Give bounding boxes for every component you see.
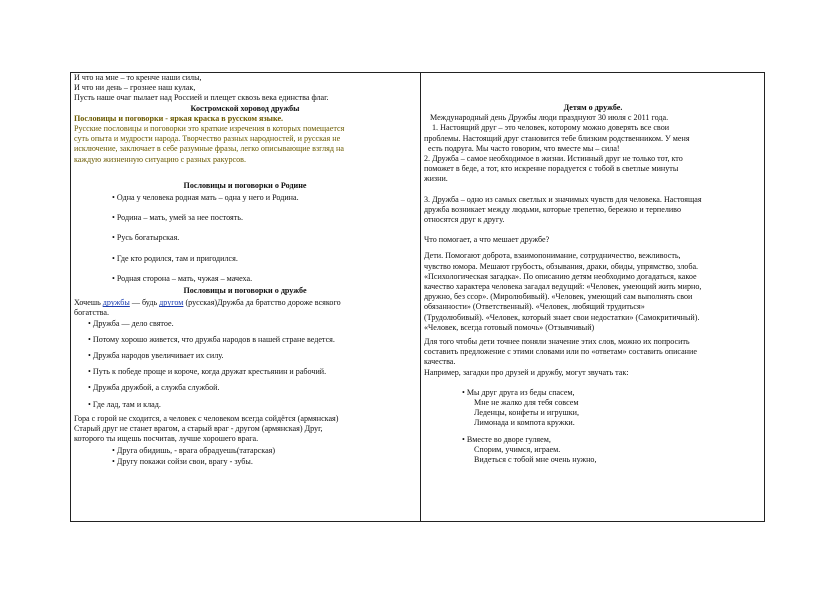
right-title: Детям о дружбе. <box>563 103 623 112</box>
document-table <box>70 72 765 522</box>
druzhba-proverb: • Дружба — дело святое. <box>74 319 416 329</box>
rodina-proverb: • Родная сторона – мать, чужая – мачеха. <box>74 274 416 284</box>
druzhba-title: Пословицы и поговорки о дружбе <box>183 286 307 296</box>
rodina-proverb: • Родина – мать, умей за нее постоять. <box>74 213 416 223</box>
rodina-proverb: • Где кто родился, там и пригодился. <box>74 254 416 264</box>
p2-line: поможет в беде, а тот, кто искренне порадуется с тобой в светлые минуты <box>424 164 679 174</box>
tatar-proverb: • Другу покажи сойзи свои, врагу - зубы. <box>74 457 416 467</box>
intro-line: суть опыта и мудрости народа. Творчество разных народностей, и русская не <box>74 134 341 144</box>
khochesh-text: — будь <box>129 298 160 308</box>
gora-line: Гора с горой не сходится, а человек с человеком всегда сойдётся (армянская) <box>74 413 339 423</box>
tatar-proverb: • Друга обидишь, - врага обрадуешь(татарская) <box>74 446 416 456</box>
druzhba-proverb: • Дружба народов увеличивает их силу. <box>74 351 416 361</box>
p4-line: «Человек, всегда готовый помочь» (Отзывчивый) <box>424 322 595 332</box>
intro-line: Русские пословицы и поговорки это краткие изречения в которых помещается <box>74 124 345 134</box>
riddle-line: Спорим, учимся, играем. <box>474 444 561 454</box>
p4-line: «Психологическая загадка». По описанию детям необходимо догадаться, какое <box>424 271 697 281</box>
druzhba-proverb: • Дружба дружбой, а служба службой. <box>74 383 416 393</box>
khochesh-text: Хочешь <box>74 298 103 308</box>
p5-line: составить предложение с этими словами или по «ответам» составить описание <box>424 347 697 357</box>
khorovod-title: Костромской хоровод дружбы <box>190 103 300 113</box>
rodina-proverb: • Одна у человека родная мать – одна у него и Родина. <box>74 193 416 203</box>
khochesh-line <box>74 298 416 308</box>
druzhba-proverb: • Потому хорошо живется, что дружба народов в нашей стране ведется. <box>74 335 416 345</box>
riddle-line: • Мы друг друга из беды спасем, <box>424 388 762 398</box>
column-divider <box>420 73 421 521</box>
left-column <box>74 73 416 467</box>
intro-line: исключение, заключает в себе разумные фразы, легко описывающие взгляд на <box>74 144 344 154</box>
gora-line: которого ты ищешь посчитав, лучше хорошего врага. <box>74 434 259 444</box>
p4-line: (Трудолюбивый). «Человек, который знает свои недостатки» (Самокритичный). <box>424 312 700 322</box>
rodina-proverb: • Русь богатырская. <box>74 233 416 243</box>
intro-line: каждую жизненную ситуацию с разных ракурсов. <box>74 154 246 164</box>
p1-line: проблемы. Настоящий друг становится тебе близким родственником. У меня <box>424 133 690 143</box>
intro-heading: Пословицы и поговорки - яркая краска в русском языке. <box>74 113 284 123</box>
khochesh-text: (русская)Дружба да братство дороже всякого <box>183 298 341 308</box>
p4-line: Дети. Помогают доброта, взаимопонимание, сотрудничество, вежливость, <box>424 251 681 261</box>
p4-line: обязанности» (Ответственный). «Человек, любящий трудиться» <box>424 302 645 312</box>
right-column <box>424 73 762 465</box>
riddle-line: Видеться с тобой мне очень нужно, <box>474 455 597 465</box>
p5-line: качества. <box>424 357 456 367</box>
p3-line: 3. Дружба – одно из самых светлых и значимых чувств для человека. Настоящая <box>424 194 702 204</box>
poem-line: И что ни день – грознее наш кулак, <box>74 83 196 93</box>
riddle-intro: Например, загадки про друзей и дружбу, могут звучать так: <box>424 367 629 377</box>
p4-line: дружно, без ссор». (Миролюбивый). «Человек, умеющий сам выполнять свои <box>424 292 693 302</box>
p4-line: чувство юмора. Мешают грубость, обзывания, драки, обиды, упрямство, злоба. <box>424 261 699 271</box>
question-line: Что помогает, а что мешает дружбе? <box>424 235 550 245</box>
poem-line: И что на мне – то кренче наши силы, <box>74 73 202 82</box>
date-line: Международный день Дружбы люди празднуют 30 июля с 2011 года. <box>430 113 669 123</box>
rodina-title: Пословицы и поговорки о Родине <box>183 180 307 190</box>
riddle-line: • Вместе во дворе гуляем, <box>424 435 762 445</box>
p1-line: есть подруга. Мы часто говорим, что вместе мы – сила! <box>428 143 620 153</box>
riddle-line: Лимонада и компота кружки. <box>474 418 575 428</box>
riddle-line: Мне не жалко для тебя совсем <box>474 398 579 408</box>
khochesh-line-2: богатства. <box>74 308 109 318</box>
poem-line: Пусть наше очаг пылает над Россией и плещет сквозь века единства флаг. <box>74 93 329 103</box>
riddle-line: Леденцы, конфеты и игрушки, <box>474 408 580 418</box>
gora-line: Старый друг не станет врагом, а старый враг - другом (армянская) Друг, <box>74 424 323 434</box>
p2-line: жизни. <box>424 174 448 184</box>
drug-link[interactable]: другом <box>159 298 184 308</box>
p2-line: 2. Дружба – самое необходимое в жизни. Истинный друг не только тот, кто <box>424 154 683 164</box>
p4-line: качество характера человека загадал ведущий: «Человек, умеющий жить мирно, <box>424 282 702 292</box>
druzhba-proverb: • Путь к победе проще и короче, когда дружат крестьянин и рабочий. <box>74 367 416 377</box>
p5-line: Для того чтобы дети точнее поняли значение этих слов, можно их попросить <box>424 337 690 347</box>
p3-line: относятся друг к другу. <box>424 215 505 225</box>
druzhba-proverb: • Где лад, там и клад. <box>74 400 416 410</box>
p3-line: дружба возникает между людьми, которые трепетно, бережно и терпеливо <box>424 204 681 214</box>
p1-line: 1. Настоящий друг – это человек, которому можно доверять все свои <box>432 123 670 133</box>
druzhba-link[interactable]: дружбы <box>102 298 130 308</box>
